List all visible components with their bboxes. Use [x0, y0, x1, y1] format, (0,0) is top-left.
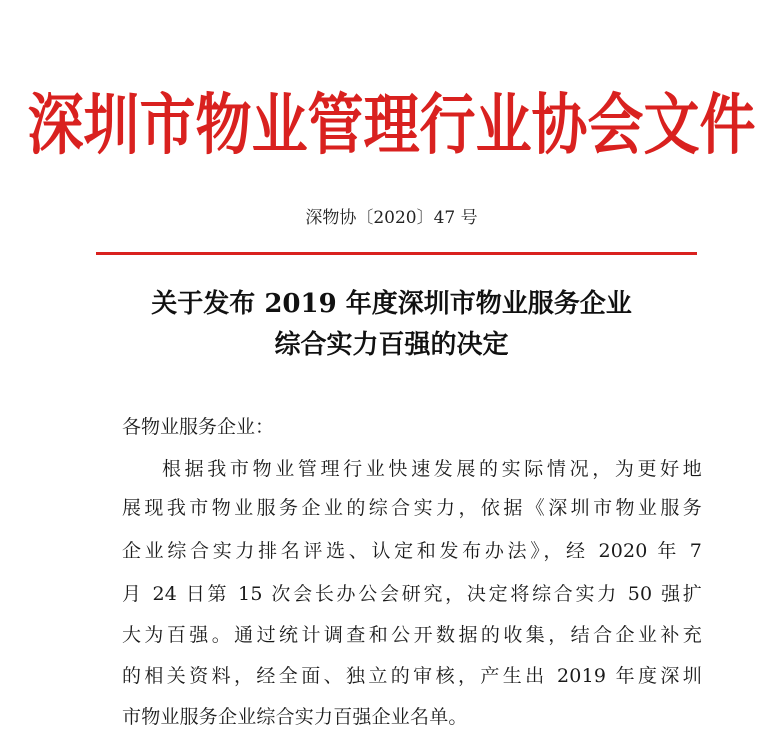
- body-line: 企业综合实力排名评选、认定和发布办法》，经 2020 年 7: [122, 540, 702, 562]
- body-line: 的相关资料，经全面、独立的审核，产生出 2019 年度深圳: [122, 665, 702, 687]
- body-line: 月 24 日第 15 次会长办公会研究，决定将综合实力 50 强扩: [122, 583, 702, 605]
- salutation: 各物业服务企业：: [122, 416, 275, 438]
- letterhead-title: 深圳市物业管理行业协会文件: [27, 86, 756, 165]
- document-number: 深物协〔2020〕47 号: [305, 208, 478, 228]
- red-divider-line: [96, 252, 697, 255]
- document-title-line-1: 关于发布 2019 年度深圳市物业服务企业: [151, 289, 632, 319]
- body-line: 根据我市物业管理行业快速发展的实际情况，为更好地: [162, 458, 702, 480]
- body-line: 市物业服务企业综合实力百强企业名单。: [122, 706, 468, 728]
- body-line: 展现我市物业服务企业的综合实力，依据《深圳市物业服务: [122, 497, 702, 519]
- document-title-line-2: 综合实力百强的决定: [274, 330, 509, 360]
- body-line: 大为百强。通过统计调查和公开数据的收集，结合企业补充: [122, 624, 702, 646]
